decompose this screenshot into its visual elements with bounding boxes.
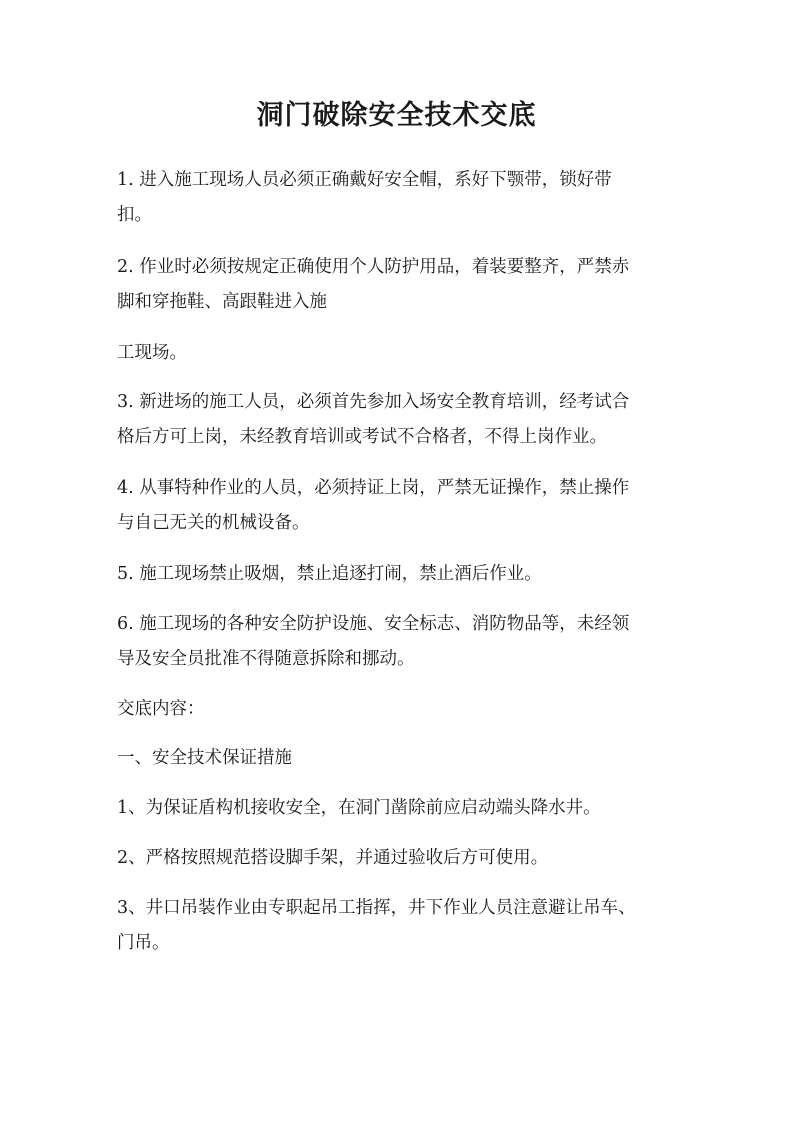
text-line: 6. 施工现场的各种安全防护设施、安全标志、消防物品等，未经领 <box>117 614 630 634</box>
text-line: 扣。 <box>117 205 152 225</box>
text-line: 5. 施工现场禁止吸烟，禁止追逐打闹，禁止酒后作业。 <box>117 564 542 584</box>
text-line: 工现场。 <box>117 343 187 363</box>
text-line: 3. 新进场的施工人员，必须首先参加入场安全教育培训，经考试合 <box>117 392 630 412</box>
text-line: 与自己无关的机械设备。 <box>117 513 310 533</box>
text-line: 1. 进入施工现场人员必须正确戴好安全帽，系好下颚带，锁好带 <box>117 170 612 190</box>
text-line: 1、为保证盾构机接收安全，在洞门凿除前应启动端头降水井。 <box>117 798 601 818</box>
text-line: 一、安全技术保证措施 <box>117 748 292 768</box>
text-line: 导及安全员批准不得随意拆除和挪动。 <box>117 649 415 669</box>
text-line: 2. 作业时必须按规定正确使用个人防护用品，着装要整齐，严禁赤 <box>117 257 630 277</box>
text-line: 脚和穿拖鞋、高跟鞋进入施 <box>117 292 327 312</box>
text-line: 门吊。 <box>117 933 170 953</box>
text-line: 交底内容： <box>117 699 205 719</box>
page-title: 洞门破除安全技术交底 <box>256 100 537 131</box>
text-line: 4. 从事特种作业的人员，必须持证上岗，严禁无证操作，禁止操作 <box>117 478 630 498</box>
text-line: 格后方可上岗，未经教育培训或考试不合格者，不得上岗作业。 <box>117 427 607 447</box>
text-line: 3、井口吊装作业由专职起吊工指挥，井下作业人员注意避让吊车、 <box>117 898 636 918</box>
text-line: 2、严格按照规范搭设脚手架，并通过验收后方可使用。 <box>117 848 549 868</box>
